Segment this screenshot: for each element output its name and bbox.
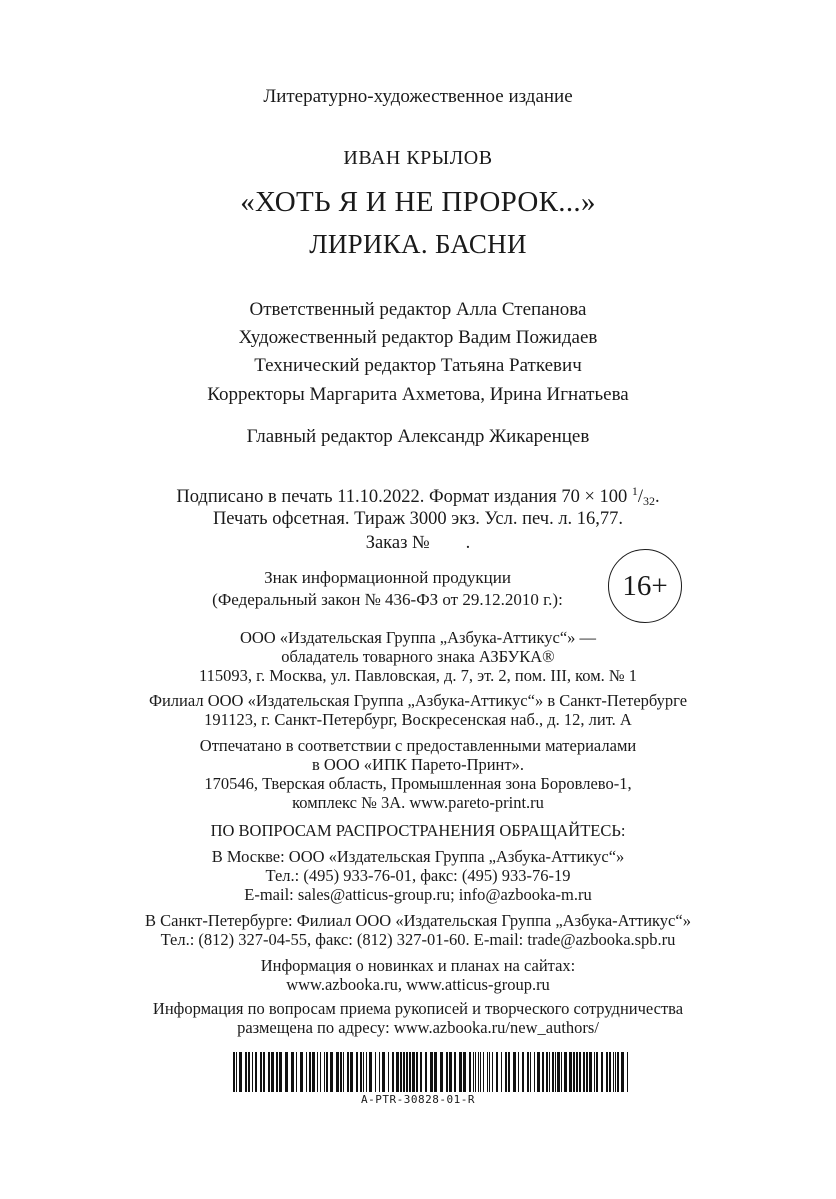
barcode-bar <box>569 1052 572 1092</box>
barcode-bar <box>601 1052 603 1092</box>
barcode-bar <box>522 1052 524 1092</box>
barcode-bar <box>245 1052 247 1092</box>
imprint-line: Отпечатано в соответствии с предоставленными материалами <box>199 736 637 755</box>
credit-line: Ответственный редактор Алла Степанова <box>249 299 587 320</box>
imprint-line: размещена по адресу: www.azbooka.ru/new_authors/ <box>237 1018 599 1037</box>
barcode-bar <box>326 1052 328 1092</box>
barcode-bar <box>317 1052 318 1092</box>
barcode-bar <box>606 1052 608 1092</box>
barcode-bar <box>617 1052 619 1092</box>
barcode-bar <box>350 1052 353 1092</box>
barcode-bar <box>260 1052 262 1092</box>
imprint-line: Тел.: (812) 327-04-55, факс: (812) 327-01-60. E-mail: trade@azbooka.spb.ru <box>160 930 676 949</box>
barcode-bar <box>306 1052 307 1092</box>
print-format-text: Подписано в печать 11.10.2022. Формат издания 70 × 100 <box>176 487 628 507</box>
barcode-bar <box>406 1052 408 1092</box>
barcode-bar <box>557 1052 560 1092</box>
barcode-bar <box>492 1052 493 1092</box>
info-mark-law: (Федеральный закон № 436-ФЗ от 29.12.2010 г.): <box>212 590 563 609</box>
barcode-bar <box>336 1052 339 1092</box>
barcode-bar <box>469 1052 471 1092</box>
genre-label: Литературно-художественное издание <box>263 86 573 107</box>
barcode-bar <box>621 1052 624 1092</box>
barcode-image <box>231 1052 635 1092</box>
imprint-line: ООО «Издательская Группа „Азбука-Аттикус“» — <box>239 628 597 647</box>
barcode-bar <box>534 1052 535 1092</box>
barcode-bar <box>586 1052 588 1092</box>
barcode-bar <box>363 1052 364 1092</box>
imprint-line: Филиал ООО «Издательская Группа „Азбука-Аттикус“» в Санкт-Петербурге <box>148 691 688 710</box>
barcode-bar <box>360 1052 362 1092</box>
format-fraction-denominator: 32 <box>643 494 656 508</box>
barcode-bar <box>236 1052 237 1092</box>
barcode-bar <box>375 1052 376 1092</box>
barcode-bar <box>480 1052 481 1092</box>
barcode-bar <box>434 1052 437 1092</box>
barcode-bar <box>527 1052 529 1092</box>
barcode-bar <box>487 1052 488 1092</box>
age-rating-badge: 16+ <box>608 549 682 623</box>
barcode-bar <box>300 1052 303 1092</box>
barcode-bar <box>496 1052 498 1092</box>
barcode-bar <box>454 1052 456 1092</box>
barcode-bar <box>409 1052 411 1092</box>
barcode-bar <box>285 1052 288 1092</box>
barcode-bar <box>379 1052 380 1092</box>
barcode-bar <box>296 1052 297 1092</box>
credit-line: Художественный редактор Вадим Пожидаев <box>238 327 598 348</box>
barcode-bar <box>233 1052 235 1092</box>
imprint-line: В Москве: ООО «Издательская Группа „Азбука-Аттикус“» <box>211 847 625 866</box>
barcode-bar <box>440 1052 443 1092</box>
barcode-bar <box>576 1052 578 1092</box>
book-title: «ХОТЬ Я И НЕ ПРОРОК...» <box>240 186 596 218</box>
print-info-line: Печать офсетная. Тираж 3000 экз. Усл. печ. л. 16,77. <box>212 509 624 529</box>
barcode-bar <box>276 1052 278 1092</box>
order-number-line <box>0 533 836 554</box>
barcode-bar <box>505 1052 507 1092</box>
credit-line: Корректоры Маргарита Ахметова, Ирина Игнатьева <box>207 384 629 405</box>
barcode-bar <box>463 1052 466 1092</box>
imprint-line: 170546, Тверская область, Промышленная зона Боровлево-1, <box>204 774 632 793</box>
order-label: Заказ № <box>365 533 430 553</box>
barcode-bar <box>309 1052 311 1092</box>
barcode-bar <box>561 1052 562 1092</box>
book-subtitle: ЛИРИКА. БАСНИ <box>309 229 527 259</box>
barcode-bar <box>518 1052 519 1092</box>
format-line-end: . <box>655 487 660 507</box>
format-fraction-separator: / <box>637 487 644 507</box>
barcode-bar <box>475 1052 476 1092</box>
info-mark-label: Знак информационной продукции <box>264 568 511 587</box>
barcode-bar <box>430 1052 433 1092</box>
imprint-line: обладатель товарного знака АЗБУКА® <box>281 647 555 666</box>
chief-editor: Главный редактор Александр Жикаренцев <box>246 426 590 447</box>
barcode-bar <box>403 1052 405 1092</box>
barcode-bar <box>555 1052 556 1092</box>
barcode-bar <box>489 1052 490 1092</box>
imprint-line: Тел.: (495) 933-76-01, факс: (495) 933-76-19 <box>265 866 571 885</box>
barcode-bar <box>549 1052 550 1092</box>
barcode-bar <box>271 1052 274 1092</box>
barcode-bar <box>248 1052 250 1092</box>
barcode-bar <box>330 1052 333 1092</box>
barcode-bar <box>446 1052 448 1092</box>
imprint-line: В Санкт-Петербурге: Филиал ООО «Издательская Группа „Азбука-Аттикус“» <box>145 911 691 930</box>
barcode-bar <box>459 1052 462 1092</box>
imprint-line: 115093, г. Москва, ул. Павловская, д. 7, эт. 2, пом. III, ком. № 1 <box>198 666 637 685</box>
barcode-bar <box>420 1052 422 1092</box>
imprint-line: 191123, г. Санкт-Петербург, Воскресенская наб., д. 12, лит. А <box>204 710 632 729</box>
barcode-bar <box>583 1052 585 1092</box>
barcode-bar <box>291 1052 294 1092</box>
barcode-bar <box>388 1052 389 1092</box>
barcode-bar <box>542 1052 544 1092</box>
imprint-line: комплекс № 3А. www.pareto-print.ru <box>292 793 544 812</box>
credit-line: Технический редактор Татьяна Раткевич <box>254 355 582 376</box>
barcode-bar <box>416 1052 418 1092</box>
barcode-bar <box>573 1052 575 1092</box>
barcode-bar <box>483 1052 484 1092</box>
barcode-bar <box>501 1052 502 1092</box>
order-end: . <box>465 533 471 553</box>
barcode-bar <box>252 1052 253 1092</box>
barcode-bar <box>508 1052 510 1092</box>
barcode-bar <box>552 1052 554 1092</box>
barcode-bar <box>627 1052 628 1092</box>
barcode-bar <box>396 1052 399 1092</box>
imprint-line: в ООО «ИПК Парето-Принт». <box>312 755 524 774</box>
distribution-heading: ПО ВОПРОСАМ РАСПРОСТРАНЕНИЯ ОБРАЩАЙТЕСЬ: <box>210 821 626 840</box>
barcode-bar <box>613 1052 614 1092</box>
barcode-bar <box>537 1052 540 1092</box>
barcode-bar <box>473 1052 474 1092</box>
barcode-bar <box>340 1052 342 1092</box>
barcode-bar <box>312 1052 315 1092</box>
barcode-code: A-PTR-30828-01-R <box>361 1093 475 1106</box>
barcode-bar <box>268 1052 270 1092</box>
print-info-line <box>0 484 836 509</box>
barcode-bar <box>366 1052 367 1092</box>
imprint-line: E-mail: sales@atticus-group.ru; info@azbooka-m.ru <box>244 885 592 904</box>
barcode-bar <box>579 1052 581 1092</box>
barcode-bar <box>400 1052 402 1092</box>
imprint-line: Информация о новинках и планах на сайтах: <box>260 956 576 975</box>
barcode-bar <box>615 1052 616 1092</box>
author-name: ИВАН КРЫЛОВ <box>343 147 493 169</box>
barcode-bar <box>596 1052 598 1092</box>
barcode-bar <box>356 1052 358 1092</box>
barcode-bar <box>594 1052 595 1092</box>
barcode-bar <box>589 1052 592 1092</box>
barcode-bar <box>609 1052 611 1092</box>
barcode-bar <box>255 1052 257 1092</box>
barcode-bar <box>530 1052 531 1092</box>
barcode-bar <box>478 1052 479 1092</box>
imprint-line: Информация по вопросам приема рукописей и творческого сотрудничества <box>152 999 684 1018</box>
barcode-bar <box>324 1052 325 1092</box>
barcode-bar <box>392 1052 394 1092</box>
barcode-bar <box>347 1052 349 1092</box>
barcode-bar <box>513 1052 516 1092</box>
barcode-bar <box>564 1052 567 1092</box>
barcode-bar <box>449 1052 452 1092</box>
barcode-bar <box>263 1052 265 1092</box>
barcode-bar <box>320 1052 321 1092</box>
barcode-bar <box>239 1052 242 1092</box>
barcode-bar <box>546 1052 548 1092</box>
barcode-bar <box>343 1052 344 1092</box>
barcode-bar <box>382 1052 385 1092</box>
format-fraction-numerator: 1 <box>631 484 638 498</box>
barcode-bar <box>425 1052 427 1092</box>
barcode-bar <box>369 1052 372 1092</box>
barcode-bar <box>412 1052 415 1092</box>
barcode-bar <box>279 1052 282 1092</box>
imprint-line: www.azbooka.ru, www.atticus-group.ru <box>286 975 550 994</box>
